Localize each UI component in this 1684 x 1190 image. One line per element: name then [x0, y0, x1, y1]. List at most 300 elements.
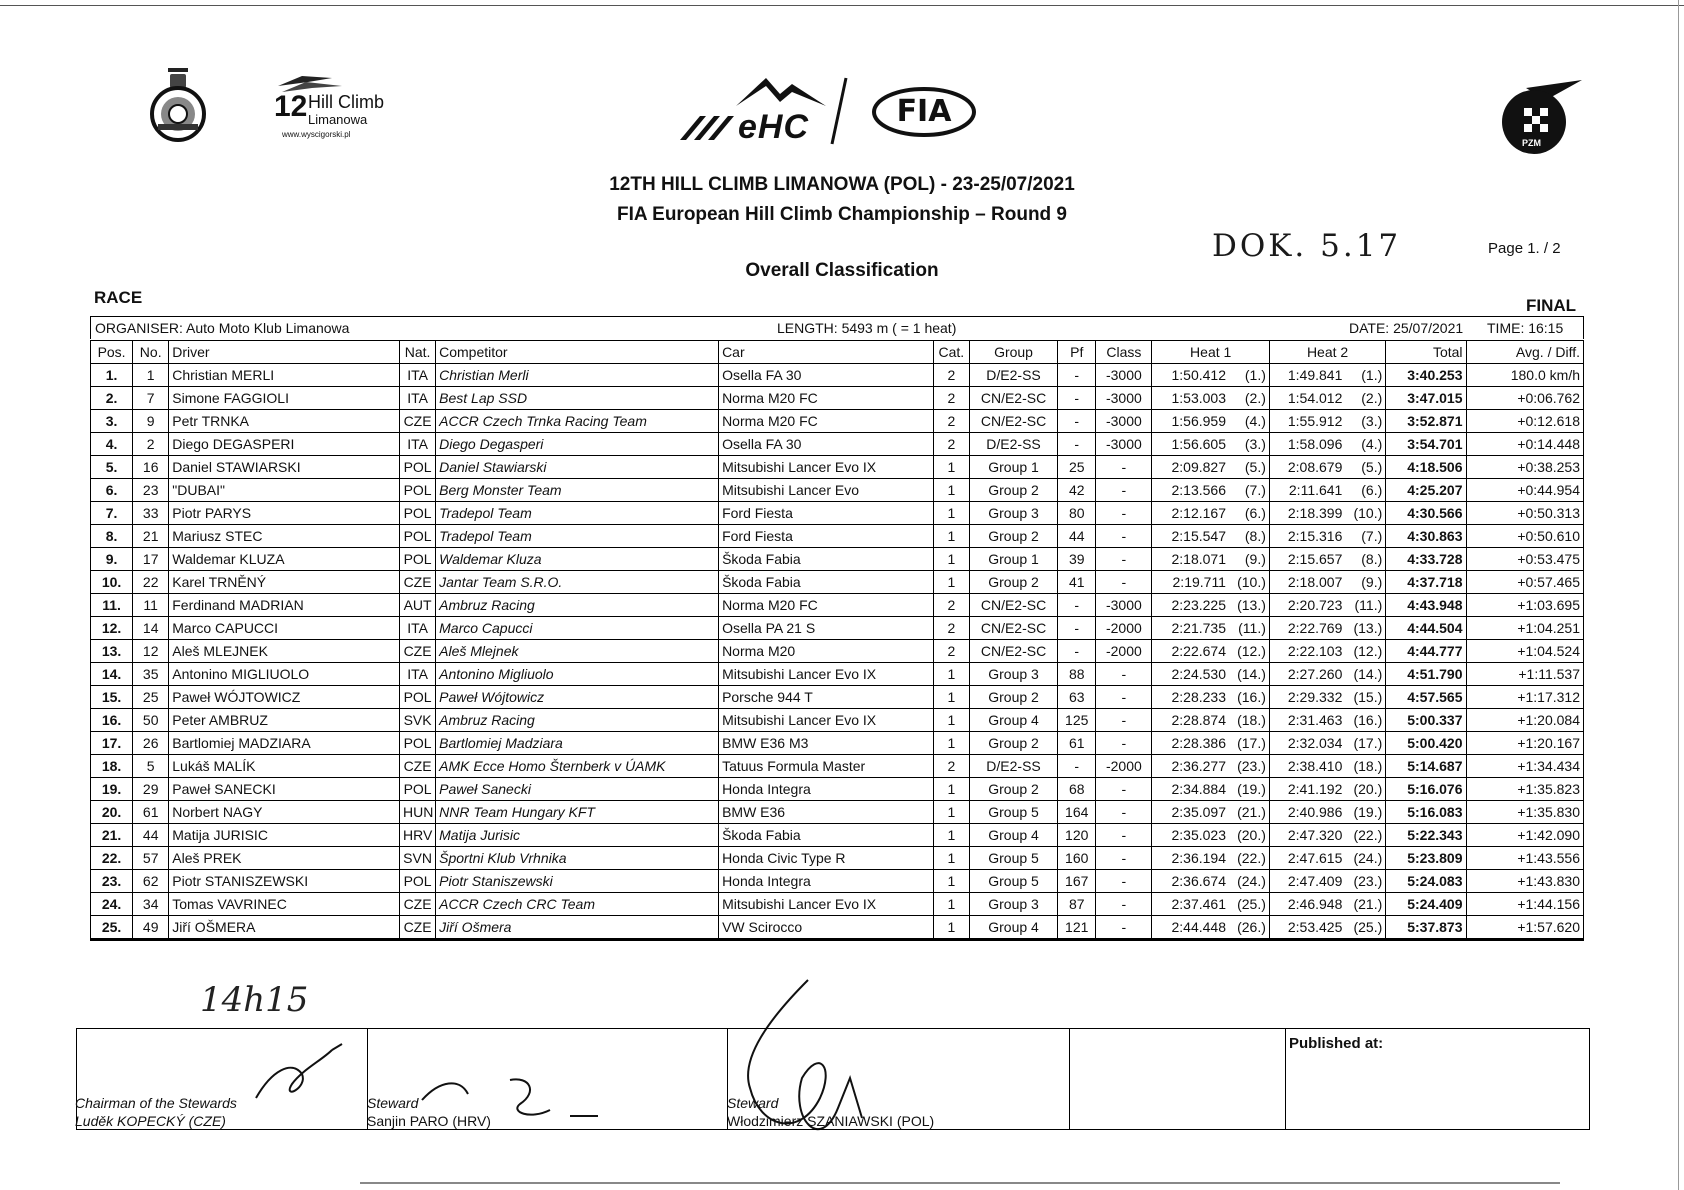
- cell-heat2-time: 2:41.192: [1287, 781, 1343, 797]
- cell-heat2-rank: (22.): [1353, 827, 1383, 843]
- cell-class: -2000: [1096, 617, 1152, 640]
- cell-heat1-rank: (7.): [1244, 482, 1266, 498]
- cell-driver: Diego DEGASPERI: [169, 433, 400, 456]
- cell-cat: 1: [933, 686, 969, 709]
- cell-nat: ITA: [400, 387, 436, 410]
- cell-heat1: [1152, 847, 1269, 870]
- cell-heat1: [1152, 456, 1269, 479]
- cell-heat1-time: 2:28.386: [1171, 735, 1226, 751]
- cell-driver: Piotr STANISZEWSKI: [169, 870, 400, 893]
- cell-no: 12: [133, 640, 169, 663]
- cell-heat2-time: 2:40.986: [1287, 804, 1343, 820]
- cell-group: Group 3: [969, 502, 1057, 525]
- cell-diff: +0:12.618: [1466, 410, 1583, 433]
- cell-heat2-time: 2:08.679: [1287, 459, 1343, 475]
- cell-heat1-time: 2:19.711: [1172, 574, 1226, 590]
- cell-heat1-rank: (26.): [1237, 919, 1266, 935]
- cell-heat2-time: 2:20.723: [1287, 597, 1343, 613]
- cell-class: -: [1096, 732, 1152, 755]
- classification-title: Overall Classification: [745, 260, 939, 281]
- cell-heat2-rank: (23.): [1353, 873, 1383, 889]
- cell-heat1: [1152, 594, 1269, 617]
- hc-number: 12: [274, 90, 308, 123]
- cell-driver: Karel TRNĚNÝ: [169, 571, 400, 594]
- cell-nat: ITA: [400, 364, 436, 387]
- cell-heat2-time: 2:15.657: [1287, 551, 1343, 567]
- cell-total: 4:51.790: [1386, 663, 1466, 686]
- cell-heat2: [1269, 801, 1385, 824]
- cell-pos: 10.: [91, 571, 133, 594]
- cell-heat1-time: 2:23.225: [1171, 597, 1226, 613]
- cell-cat: 1: [933, 778, 969, 801]
- cell-total: 3:40.253: [1386, 364, 1466, 387]
- cell-nat: CZE: [400, 916, 436, 940]
- chairman-name: Luděk KOPECKÝ (CZE): [75, 1113, 226, 1129]
- cell-heat1: [1152, 686, 1269, 709]
- cell-car: Škoda Fabia: [719, 571, 934, 594]
- cell-heat1-time: 1:50.412: [1171, 367, 1226, 383]
- cell-total: 5:14.687: [1386, 755, 1466, 778]
- cell-group: CN/E2-SC: [969, 617, 1057, 640]
- cell-heat2: [1269, 571, 1385, 594]
- table-header-row: [91, 341, 1584, 364]
- cell-heat2-rank: (9.): [1361, 574, 1383, 590]
- cell-heat1-rank: (19.): [1237, 781, 1266, 797]
- cell-driver: Jiří OŠMERA: [169, 916, 400, 940]
- cell-nat: ITA: [400, 663, 436, 686]
- cell-heat1-time: 2:36.194: [1171, 850, 1226, 866]
- cell-group: Group 2: [969, 571, 1057, 594]
- table-row: [91, 594, 1584, 617]
- cell-heat1-rank: (17.): [1237, 735, 1266, 751]
- cell-pf: -: [1058, 755, 1096, 778]
- cell-heat1-rank: (22.): [1237, 850, 1266, 866]
- cell-heat1-rank: (5.): [1244, 459, 1266, 475]
- cell-diff: +1:42.090: [1466, 824, 1583, 847]
- cell-total: 5:23.809: [1386, 847, 1466, 870]
- cell-cat: 1: [933, 502, 969, 525]
- cell-car: Škoda Fabia: [719, 548, 934, 571]
- cell-diff: +0:50.313: [1466, 502, 1583, 525]
- cell-heat1-rank: (23.): [1237, 758, 1266, 774]
- cell-total: 5:37.873: [1386, 916, 1466, 940]
- cell-car: Ford Fiesta: [719, 525, 934, 548]
- col-header-driver: Driver: [169, 341, 400, 364]
- cell-heat1-rank: (21.): [1237, 804, 1266, 820]
- cell-total: 4:30.863: [1386, 525, 1466, 548]
- cell-driver: Peter AMBRUZ: [169, 709, 400, 732]
- steward2-cell: [727, 1029, 1070, 1129]
- cell-heat2: [1269, 663, 1385, 686]
- cell-class: -: [1096, 778, 1152, 801]
- cell-car: Škoda Fabia: [719, 824, 934, 847]
- cell-competitor: Športni Klub Vrhnika: [436, 847, 719, 870]
- cell-pf: -: [1058, 594, 1096, 617]
- cell-pf: 167: [1058, 870, 1096, 893]
- cell-no: 17: [133, 548, 169, 571]
- cell-heat1: [1152, 617, 1269, 640]
- date: DATE: 25/07/2021: [1349, 320, 1464, 336]
- cell-pf: 88: [1058, 663, 1096, 686]
- steward2-name: Włodzimierz SZANIAWSKI (POL): [727, 1113, 935, 1129]
- cell-cat: 2: [933, 410, 969, 433]
- cell-class: -3000: [1096, 364, 1152, 387]
- cell-driver: Aleš MLEJNEK: [169, 640, 400, 663]
- cell-total: 5:24.409: [1386, 893, 1466, 916]
- cell-diff: +0:44.954: [1466, 479, 1583, 502]
- cell-pos: 24.: [91, 893, 133, 916]
- cell-heat2: [1269, 548, 1385, 571]
- cell-cat: 2: [933, 640, 969, 663]
- cell-heat2-rank: (7.): [1361, 528, 1383, 544]
- cell-no: 50: [133, 709, 169, 732]
- cell-no: 49: [133, 916, 169, 940]
- cell-nat: AUT: [400, 594, 436, 617]
- cell-competitor: Piotr Staniszewski: [436, 870, 719, 893]
- cell-class: -: [1096, 663, 1152, 686]
- cell-cat: 1: [933, 732, 969, 755]
- cell-class: -2000: [1096, 640, 1152, 663]
- cell-car: Osella FA 30: [719, 433, 934, 456]
- cell-pos: 18.: [91, 755, 133, 778]
- cell-heat1: [1152, 801, 1269, 824]
- cell-driver: Christian MERLI: [169, 364, 400, 387]
- cell-heat1-rank: (14.): [1237, 666, 1266, 682]
- cell-driver: Aleš PREK: [169, 847, 400, 870]
- cell-nat: POL: [400, 502, 436, 525]
- cell-pf: 61: [1058, 732, 1096, 755]
- cell-class: -: [1096, 502, 1152, 525]
- cell-class: -: [1096, 548, 1152, 571]
- cell-heat1: [1152, 502, 1269, 525]
- cell-driver: Bartlomiej MADZIARA: [169, 732, 400, 755]
- cell-pos: 3.: [91, 410, 133, 433]
- cell-car: VW Scirocco: [719, 916, 934, 940]
- cell-heat1-rank: (13.): [1237, 597, 1266, 613]
- cell-heat1: [1152, 479, 1269, 502]
- cell-nat: ITA: [400, 617, 436, 640]
- cell-driver: Norbert NAGY: [169, 801, 400, 824]
- table-row: [91, 824, 1584, 847]
- col-header-total: Total: [1386, 341, 1466, 364]
- cell-diff: +0:57.465: [1466, 571, 1583, 594]
- cell-heat1-rank: (20.): [1237, 827, 1266, 843]
- cell-pos: 2.: [91, 387, 133, 410]
- club-crest-logo: [148, 66, 208, 146]
- empty-cell: [1069, 1029, 1286, 1129]
- cell-group: Group 5: [969, 801, 1057, 824]
- cell-heat1-time: 2:15.547: [1171, 528, 1226, 544]
- cell-heat2: [1269, 893, 1385, 916]
- cell-pos: 15.: [91, 686, 133, 709]
- cell-heat1-time: 2:22.674: [1171, 643, 1226, 659]
- cell-pos: 11.: [91, 594, 133, 617]
- cell-competitor: Antonino Migliuolo: [436, 663, 719, 686]
- cell-heat2-rank: (11.): [1354, 597, 1383, 613]
- col-header-no: No.: [133, 341, 169, 364]
- cell-heat2: [1269, 479, 1385, 502]
- pzm-text: PZM: [1522, 138, 1541, 148]
- cell-heat2: [1269, 778, 1385, 801]
- cell-nat: CZE: [400, 571, 436, 594]
- hc-line2: Limanowa: [308, 112, 368, 127]
- cell-no: 34: [133, 893, 169, 916]
- cell-group: Group 2: [969, 686, 1057, 709]
- cell-pos: 1.: [91, 364, 133, 387]
- cell-competitor: ACCR Czech Trnka Racing Team: [436, 410, 719, 433]
- cell-heat1: [1152, 571, 1269, 594]
- table-row: [91, 686, 1584, 709]
- cell-diff: +1:35.823: [1466, 778, 1583, 801]
- cell-pf: 121: [1058, 916, 1096, 940]
- cell-nat: CZE: [400, 410, 436, 433]
- cell-heat1: [1152, 433, 1269, 456]
- cell-driver: Tomas VAVRINEC: [169, 893, 400, 916]
- cell-heat1-rank: (25.): [1237, 896, 1266, 912]
- cell-heat1-time: 2:13.566: [1171, 482, 1226, 498]
- table-row: [91, 410, 1584, 433]
- cell-cat: 1: [933, 548, 969, 571]
- cell-heat2: [1269, 364, 1385, 387]
- table-row: [91, 525, 1584, 548]
- cell-diff: +0:14.448: [1466, 433, 1583, 456]
- chairman-cell: [77, 1029, 368, 1129]
- cell-cat: 1: [933, 571, 969, 594]
- table-row: [91, 893, 1584, 916]
- cell-heat2-time: 2:47.615: [1287, 850, 1343, 866]
- cell-heat2-time: 2:47.320: [1287, 827, 1343, 843]
- cell-heat2-rank: (3.): [1361, 413, 1383, 429]
- race-label: RACE: [94, 288, 143, 307]
- cell-class: -: [1096, 893, 1152, 916]
- cell-heat1: [1152, 824, 1269, 847]
- cell-heat2-time: 2:11.641: [1288, 482, 1343, 498]
- cell-nat: CZE: [400, 893, 436, 916]
- cell-total: 4:44.777: [1386, 640, 1466, 663]
- cell-heat2: [1269, 617, 1385, 640]
- cell-heat2-time: 2:27.260: [1287, 666, 1343, 682]
- cell-pos: 23.: [91, 870, 133, 893]
- cell-group: Group 5: [969, 847, 1057, 870]
- cell-total: 4:33.728: [1386, 548, 1466, 571]
- cell-total: 3:52.871: [1386, 410, 1466, 433]
- cell-heat1-time: 2:18.071: [1171, 551, 1226, 567]
- cell-total: 4:44.504: [1386, 617, 1466, 640]
- cell-no: 21: [133, 525, 169, 548]
- cell-total: 5:00.420: [1386, 732, 1466, 755]
- cell-car: Mitsubishi Lancer Evo IX: [719, 663, 934, 686]
- cell-class: -: [1096, 479, 1152, 502]
- cell-nat: SVN: [400, 847, 436, 870]
- cell-class: -: [1096, 801, 1152, 824]
- cell-car: Ford Fiesta: [719, 502, 934, 525]
- championship-title: FIA European Hill Climb Championship – Round 9: [616, 204, 1068, 225]
- cell-no: 1: [133, 364, 169, 387]
- col-header-pos: Pos.: [91, 341, 133, 364]
- cell-nat: SVK: [400, 709, 436, 732]
- cell-group: Group 1: [969, 456, 1057, 479]
- cell-heat1-time: 2:37.461: [1171, 896, 1226, 912]
- cell-no: 2: [133, 433, 169, 456]
- cell-heat1-rank: (1.): [1244, 367, 1266, 383]
- table-row: [91, 433, 1584, 456]
- cell-heat2-rank: (13.): [1353, 620, 1383, 636]
- hc-line1: Hill Climb: [308, 92, 384, 112]
- cell-total: 5:00.337: [1386, 709, 1466, 732]
- course-length: LENGTH: 5493 m ( = 1 heat): [777, 320, 957, 336]
- cell-no: 26: [133, 732, 169, 755]
- cell-competitor: Paweł Sanecki: [436, 778, 719, 801]
- results-body: [91, 364, 1584, 940]
- cell-cat: 1: [933, 870, 969, 893]
- cell-no: 57: [133, 847, 169, 870]
- cell-no: 61: [133, 801, 169, 824]
- chairman-role: Chairman of the Stewards: [75, 1095, 237, 1111]
- cell-nat: POL: [400, 870, 436, 893]
- cell-diff: +0:38.253: [1466, 456, 1583, 479]
- cell-heat2-time: 1:55.912: [1287, 413, 1343, 429]
- cell-heat1-time: 2:28.874: [1171, 712, 1226, 728]
- cell-class: -3000: [1096, 387, 1152, 410]
- cell-class: -: [1096, 709, 1152, 732]
- cell-driver: Piotr PARYS: [169, 502, 400, 525]
- cell-heat2: [1269, 709, 1385, 732]
- organiser: ORGANISER: Auto Moto Klub Limanowa: [95, 320, 350, 336]
- cell-heat2-rank: (21.): [1353, 896, 1383, 912]
- cell-competitor: AMK Ecce Homo Šternberk v ÚAMK: [436, 755, 719, 778]
- published-label: Published at:: [1289, 1035, 1384, 1052]
- cell-heat2-time: 2:32.034: [1287, 735, 1343, 751]
- cell-group: Group 4: [969, 709, 1057, 732]
- cell-no: 35: [133, 663, 169, 686]
- cell-heat1-time: 2:12.167: [1171, 505, 1226, 521]
- cell-heat2-time: 2:53.425: [1287, 919, 1343, 935]
- cell-class: -: [1096, 847, 1152, 870]
- cell-driver: Simone FAGGIOLI: [169, 387, 400, 410]
- cell-heat1-rank: (10.): [1237, 574, 1266, 590]
- cell-heat2-rank: (8.): [1361, 551, 1383, 567]
- table-row: [91, 847, 1584, 870]
- cell-total: 3:47.015: [1386, 387, 1466, 410]
- cell-no: 5: [133, 755, 169, 778]
- cell-heat2-rank: (24.): [1353, 850, 1383, 866]
- cell-pos: 25.: [91, 916, 133, 940]
- cell-car: Osella PA 21 S: [719, 617, 934, 640]
- cell-driver: Lukáš MALÍK: [169, 755, 400, 778]
- cell-pf: 160: [1058, 847, 1096, 870]
- cell-competitor: ACCR Czech CRC Team: [436, 893, 719, 916]
- cell-heat2-rank: (10.): [1353, 505, 1383, 521]
- cell-group: Group 2: [969, 479, 1057, 502]
- cell-group: CN/E2-SC: [969, 640, 1057, 663]
- cell-heat1: [1152, 387, 1269, 410]
- cell-heat1: [1152, 870, 1269, 893]
- cell-group: D/E2-SS: [969, 433, 1057, 456]
- cell-heat2: [1269, 824, 1385, 847]
- cell-driver: Daniel STAWIARSKI: [169, 456, 400, 479]
- cell-competitor: Jantar Team S.R.O.: [436, 571, 719, 594]
- cell-heat2-rank: (6.): [1361, 482, 1383, 498]
- cell-no: 16: [133, 456, 169, 479]
- cell-competitor: Paweł Wójtowicz: [436, 686, 719, 709]
- cell-cat: 2: [933, 433, 969, 456]
- cell-nat: POL: [400, 548, 436, 571]
- cell-heat1-rank: (2.): [1244, 390, 1266, 406]
- cell-car: Norma M20: [719, 640, 934, 663]
- cell-heat2: [1269, 686, 1385, 709]
- cell-class: -3000: [1096, 433, 1152, 456]
- cell-no: 44: [133, 824, 169, 847]
- table-row: [91, 870, 1584, 893]
- cell-heat2-time: 2:22.103: [1287, 643, 1343, 659]
- cell-driver: Paweł WÓJTOWICZ: [169, 686, 400, 709]
- cell-no: 11: [133, 594, 169, 617]
- cell-heat2-time: 2:15.316: [1287, 528, 1343, 544]
- cell-heat2-rank: (5.): [1361, 459, 1383, 475]
- cell-car: Mitsubishi Lancer Evo IX: [719, 709, 934, 732]
- cell-diff: +1:57.620: [1466, 916, 1583, 940]
- cell-competitor: Christian Merli: [436, 364, 719, 387]
- cell-no: 33: [133, 502, 169, 525]
- cell-nat: POL: [400, 686, 436, 709]
- ehc-logo: [676, 72, 854, 146]
- cell-diff: +1:11.537: [1466, 663, 1583, 686]
- col-header-heat1: Heat 1: [1152, 341, 1269, 364]
- cell-no: 29: [133, 778, 169, 801]
- cell-pos: 6.: [91, 479, 133, 502]
- cell-class: -: [1096, 456, 1152, 479]
- cell-pf: 63: [1058, 686, 1096, 709]
- cell-total: 4:18.506: [1386, 456, 1466, 479]
- cell-heat1: [1152, 640, 1269, 663]
- steward2-role: Steward: [727, 1095, 779, 1111]
- cell-pos: 7.: [91, 502, 133, 525]
- cell-cat: 1: [933, 916, 969, 940]
- table-row: [91, 709, 1584, 732]
- cell-diff: +1:17.312: [1466, 686, 1583, 709]
- cell-competitor: NNR Team Hungary KFT: [436, 801, 719, 824]
- cell-car: Mitsubishi Lancer Evo IX: [719, 456, 934, 479]
- cell-total: 4:30.566: [1386, 502, 1466, 525]
- cell-no: 25: [133, 686, 169, 709]
- cell-pf: -: [1058, 617, 1096, 640]
- cell-diff: +0:06.762: [1466, 387, 1583, 410]
- cell-diff: +1:43.556: [1466, 847, 1583, 870]
- cell-nat: POL: [400, 456, 436, 479]
- cell-heat1-rank: (6.): [1244, 505, 1266, 521]
- cell-heat2-rank: (4.): [1361, 436, 1383, 452]
- col-header-pf: Pf: [1058, 341, 1096, 364]
- cell-cat: 1: [933, 847, 969, 870]
- cell-driver: Mariusz STEC: [169, 525, 400, 548]
- cell-heat1-time: 2:34.884: [1171, 781, 1226, 797]
- handwritten-initials: 14h15: [200, 980, 309, 1020]
- cell-competitor: Daniel Stawiarski: [436, 456, 719, 479]
- cell-heat2-rank: (2.): [1361, 390, 1383, 406]
- cell-car: Osella FA 30: [719, 364, 934, 387]
- cell-heat1: [1152, 548, 1269, 571]
- cell-pf: 80: [1058, 502, 1096, 525]
- cell-heat1: [1152, 663, 1269, 686]
- table-row: [91, 778, 1584, 801]
- cell-no: 62: [133, 870, 169, 893]
- cell-heat1: [1152, 732, 1269, 755]
- time: TIME: 16:15: [1487, 320, 1564, 336]
- table-row: [91, 663, 1584, 686]
- cell-competitor: Waldemar Kluza: [436, 548, 719, 571]
- cell-heat2-time: 1:49.841: [1287, 367, 1343, 383]
- cell-heat2-time: 2:22.769: [1287, 620, 1343, 636]
